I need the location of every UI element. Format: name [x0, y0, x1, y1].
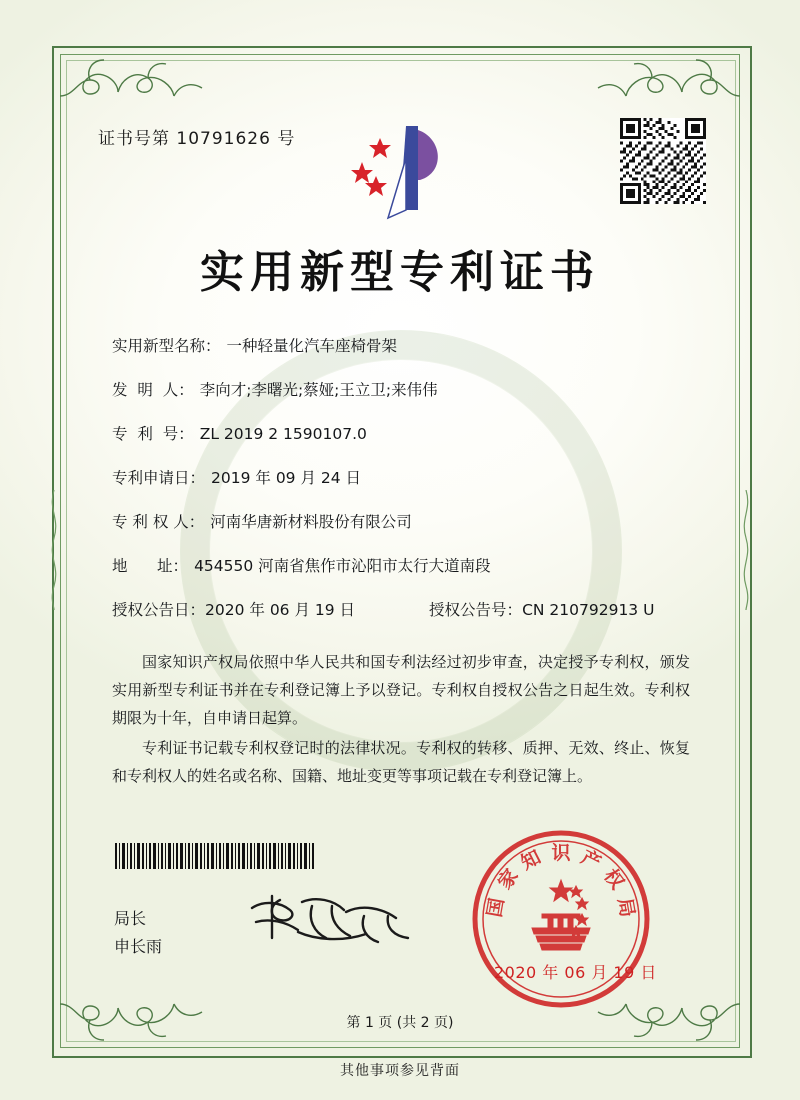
- page-title: 实用新型专利证书: [200, 247, 600, 298]
- grant-date-value: 2020 年 06 月 19 日: [205, 601, 356, 619]
- field-value: 2019 年 09 月 24 日: [211, 469, 362, 487]
- handwritten-signature-icon: [246, 888, 416, 950]
- svg-text:权: 权: [599, 865, 629, 894]
- field-label: 专 利 权 人：: [112, 513, 205, 531]
- field-row-address: [112, 554, 692, 576]
- body-paragraph-2: 专利证书记载专利权登记时的法律状况。专利权的转移、质押、无效、终止、恢复和专利权人的姓名或名称、国籍、地址变更等事项记载在专利登记簿上。: [112, 739, 690, 785]
- field-label: 地 址：: [112, 557, 189, 575]
- field-row-patentee: [112, 510, 692, 532]
- signature-block: [114, 905, 162, 961]
- grant-number-value: CN 210792913 U: [522, 601, 655, 619]
- svg-text:国: 国: [483, 896, 509, 919]
- field-value: 454550 河南省焦作市沁阳市太行大道南段: [194, 557, 491, 575]
- side-ornament-right: [738, 490, 754, 610]
- field-row-inventors: [112, 378, 692, 400]
- body-paragraph-1: 国家知识产权局依照中华人民共和国专利法经过初步审查，决定授予专利权，颁发实用新型专利证书并在专利登记簿上予以登记。专利权自授权公告之日起生效。专利权期限为十年，自申请日起算。: [112, 653, 690, 727]
- cnipa-logo: [350, 118, 460, 226]
- body-text: [112, 648, 690, 792]
- director-name-label: 申长雨: [114, 937, 163, 956]
- field-row-patent-number: [112, 422, 692, 444]
- field-value: 河南华唐新材料股份有限公司: [210, 513, 412, 531]
- field-list: [112, 334, 692, 642]
- field-row-grant-announcement: [112, 598, 692, 620]
- footer-note: 其他事项参见背面: [340, 1063, 460, 1079]
- grant-date-label: 授权公告日：: [112, 601, 206, 619]
- grant-number-label: 授权公告号：: [429, 601, 523, 619]
- field-value: 李向才;李曙光;蔡娅;王立卫;来伟伟: [199, 381, 438, 399]
- certificate-number: 证书号第 10791626 号: [98, 129, 296, 149]
- seal-date: 2020 年 06 月 19 日: [494, 963, 657, 982]
- field-label: 实用新型名称：: [112, 337, 221, 355]
- director-title-label: 局长: [114, 909, 147, 928]
- side-ornament-left: [46, 490, 62, 610]
- svg-text:产: 产: [577, 846, 605, 875]
- qr-code: [620, 118, 706, 204]
- field-row-utility-model-name: [112, 334, 692, 356]
- field-label: 专利申请日：: [112, 469, 206, 487]
- svg-text:识: 识: [551, 842, 571, 864]
- barcode: [115, 843, 315, 869]
- page-number: 第 1 页 (共 2 页): [346, 1015, 454, 1031]
- field-label: 发 明 人：: [112, 381, 194, 399]
- svg-text:家: 家: [493, 865, 523, 894]
- field-value: 一种轻量化汽车座椅骨架: [226, 337, 398, 355]
- field-value: ZL 2019 2 1590107.0: [199, 425, 367, 443]
- svg-text:局: 局: [613, 896, 639, 919]
- field-label: 专 利 号：: [112, 425, 194, 443]
- field-row-application-date: [112, 466, 692, 488]
- svg-text:知: 知: [517, 846, 545, 875]
